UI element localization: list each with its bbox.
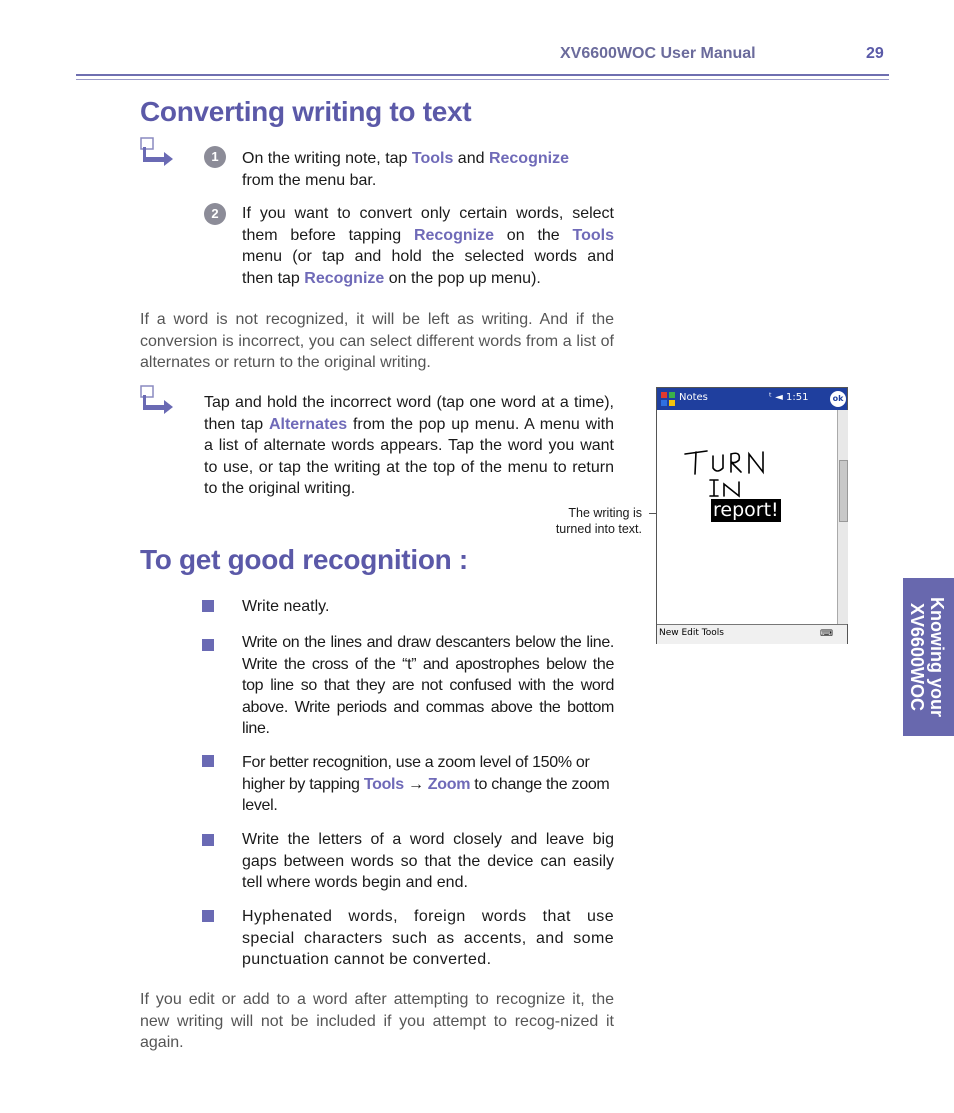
bullet xyxy=(202,834,214,846)
device-status: ᵗ ◄ 1:51 xyxy=(769,392,809,403)
ok-button: ok xyxy=(830,391,846,407)
step-1-text: On the writing note, tap Tools and Recognize from the menu bar. xyxy=(242,150,569,189)
signal-icon: ᵗ xyxy=(769,392,772,403)
running-header-title: XV6600WOC User Manual xyxy=(560,45,756,62)
speaker-icon: ◄ xyxy=(775,392,783,403)
bullet xyxy=(202,639,214,651)
kw-alternates: Alternates xyxy=(268,415,348,433)
tip-zoom-level: For better recognition, use a zoom level of 150% or higher by tapping Tools → Zoom to change the zoom level. xyxy=(242,754,610,814)
keyboard-icon: ⌨ xyxy=(820,628,833,638)
device-title-bar xyxy=(657,388,847,410)
page-number: 29 xyxy=(866,45,884,62)
kw-zoom: Zoom xyxy=(427,775,471,793)
tip-write-on-lines: Write on the lines and draw descanters below the line. Write the cross of the “t” and apostrophes below the top line so that they are not confused with the word above. Write periods and commas above the bottom line. xyxy=(242,634,614,737)
alternates-instructions: Tap and hold the incorrect word (tap one word at a time), then tap Alternates from the pop up menu. A menu with a list of alternate words appears. Tap the word you want to use, or tap the writing at the top of the menu to return to the original writing. xyxy=(204,394,614,497)
tip-unconvertible: Hyphenated words, foreign words that use special characters such as accents, and some punctuation cannot be converted. xyxy=(242,908,614,968)
header-rule xyxy=(76,74,889,76)
device-screenshot xyxy=(656,387,848,644)
bullet xyxy=(202,600,214,612)
step-2-text: If you want to convert only certain words, select them before tapping Recognize on the Tools menu (or tap and hold the selected words and then tap Recognize on the pop up menu). xyxy=(242,205,615,287)
kw-tools: Tools xyxy=(411,150,454,167)
step-number-2: 2 xyxy=(204,203,226,225)
kw-recognize: Recognize xyxy=(488,150,569,167)
handwriting-ink xyxy=(681,440,781,500)
recognized-text: report! xyxy=(713,499,779,521)
chapter-tab-label: Knowing your XV6600WOC xyxy=(907,597,947,717)
recognition-note: If a word is not recognized, it will be left as writing. And if the conversion is incorrect, you can select different words from a list of alternates or return to the original writing. xyxy=(140,311,614,371)
bullet xyxy=(202,910,214,922)
step-number-1: 1 xyxy=(204,146,226,168)
section-heading-converting: Converting writing to text xyxy=(140,96,472,127)
procedure-arrow-icon-2 xyxy=(140,385,176,417)
device-scrollbar xyxy=(837,410,848,624)
bullet xyxy=(202,755,214,767)
device-app-title: Notes xyxy=(679,392,708,403)
figure-caption: The writing is turned into text. xyxy=(555,506,642,536)
re-recognize-note: If you edit or add to a word after attempting to recognize it, the new writing will not be included if you attempt to recog-nized it again. xyxy=(140,991,614,1051)
tip-write-neatly: Write neatly. xyxy=(242,598,330,615)
procedure-arrow-icon xyxy=(140,137,176,169)
windows-flag-icon xyxy=(660,391,676,407)
header-rule-thin xyxy=(76,79,889,80)
tip-letter-spacing: Write the letters of a word closely and leave big gaps between words so that the device can easily tell where words begin and end. xyxy=(242,831,614,891)
kw-tools: Tools xyxy=(363,775,404,793)
device-menu-bar xyxy=(657,624,847,644)
device-menu: New Edit Tools xyxy=(659,628,724,638)
section-heading-recognition: To get good recognition : xyxy=(140,544,468,575)
